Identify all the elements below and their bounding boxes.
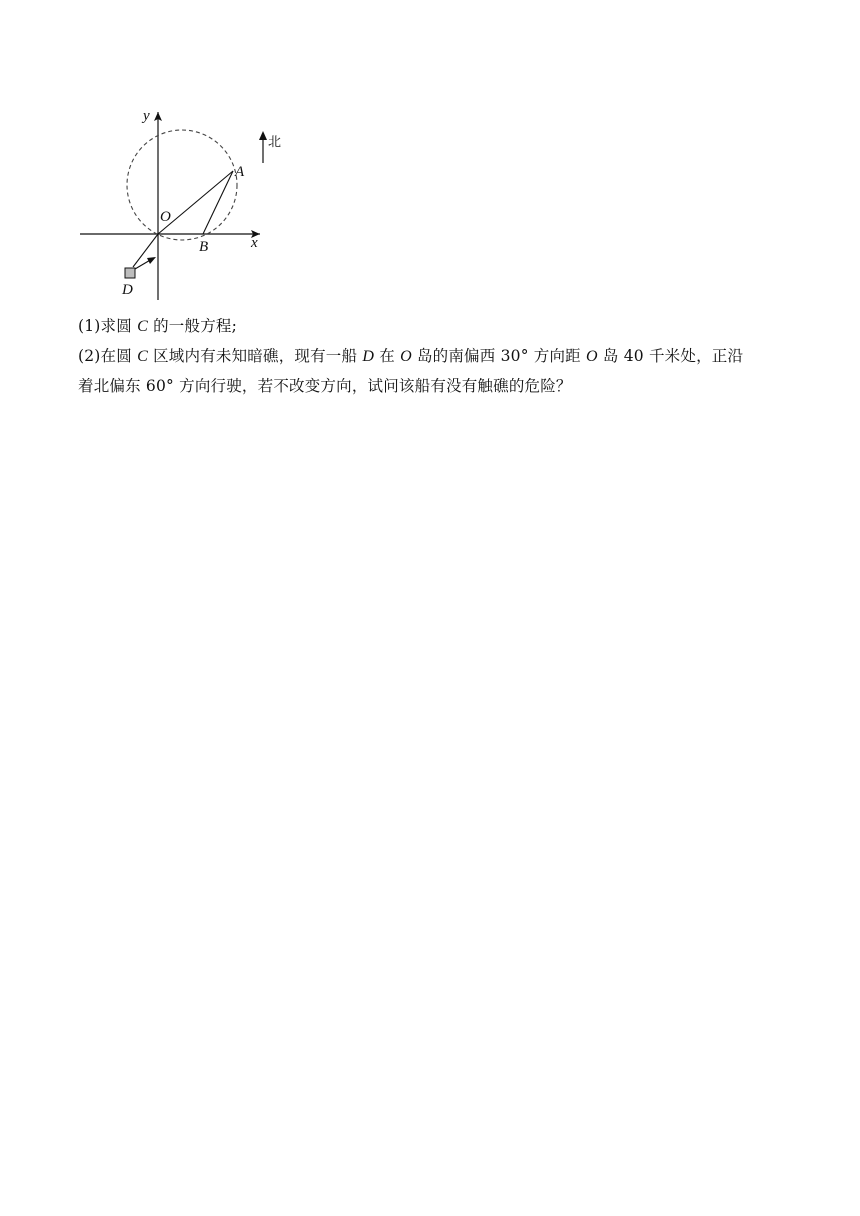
label-x: x: [251, 235, 258, 251]
question-1: [78, 311, 237, 342]
north-arrowhead: [259, 131, 267, 140]
ship-heading-arrowhead: [147, 257, 156, 264]
label-o: O: [160, 209, 171, 225]
label-b: B: [199, 239, 209, 255]
q2-var-c: C: [137, 348, 148, 365]
q2-text-3: 在: [374, 347, 401, 365]
question-2-line-2: 着北偏东 60° 方向行驶，若不改变方向，试问该船有没有触礁的危险？: [78, 377, 572, 395]
segment-ab: [203, 171, 233, 234]
ship-d-marker: [125, 268, 135, 278]
circle-c: [127, 130, 237, 240]
label-y: y: [143, 108, 150, 124]
q2-text-5: 岛 40 千米处，正沿: [597, 347, 744, 365]
q1-prefix: (1)求圆: [78, 317, 138, 335]
question-2-line-1: [78, 341, 743, 372]
q1-var-c: C: [137, 318, 148, 335]
coordinate-figure: [72, 100, 302, 305]
segment-do: [133, 234, 158, 267]
label-north: 北: [268, 135, 282, 150]
q2-text-4: 岛的南偏西 30° 方向距: [411, 347, 587, 365]
q2-text-2: 区域内有未知暗礁，现有一船: [147, 347, 363, 365]
q1-suffix: 的一般方程;: [147, 317, 238, 335]
q2-var-o-1: O: [400, 348, 412, 365]
label-a: A: [235, 164, 245, 180]
q2-var-d: D: [362, 348, 375, 365]
q2-var-o-2: O: [586, 348, 598, 365]
q2-text-1: (2)在圆: [78, 347, 138, 365]
label-d: D: [122, 282, 133, 298]
